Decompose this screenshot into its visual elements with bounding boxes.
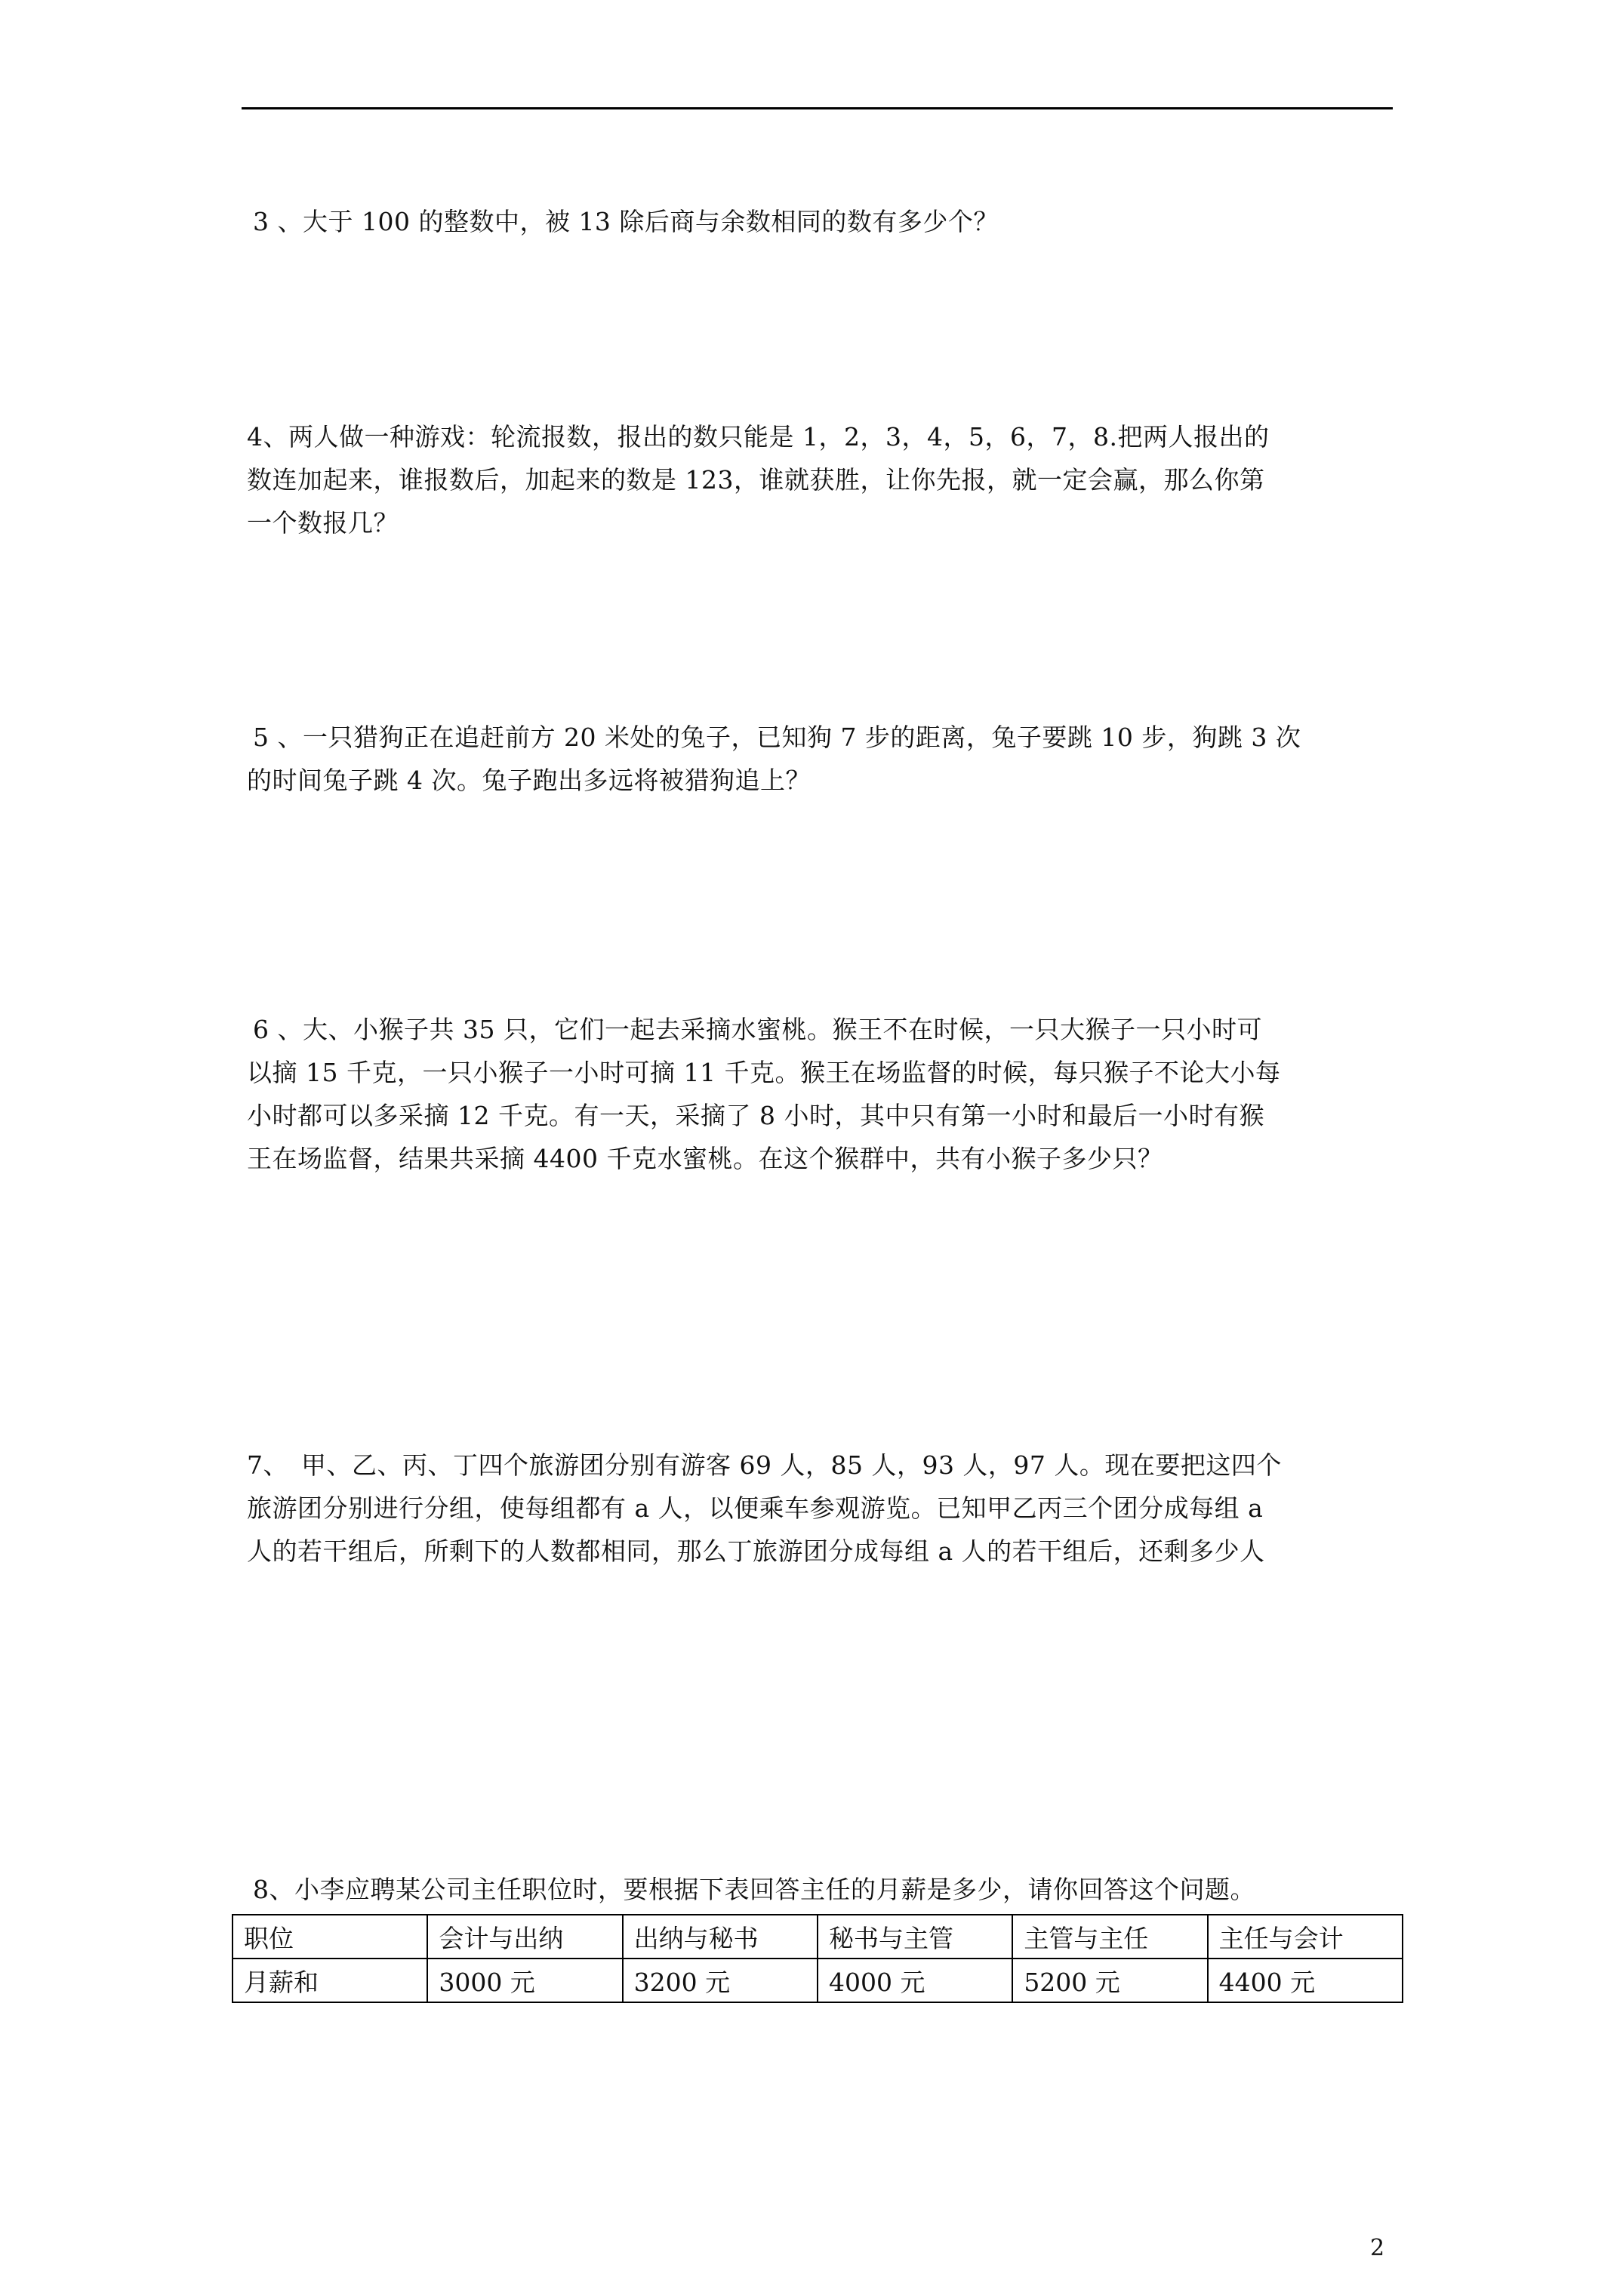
question-line: 7、 甲、乙、丙、丁四个旅游团分别有游客 69 人，85 人，93 人，97 人。现在要把这四个 <box>247 1450 1282 1480</box>
table-header-cell: 职位 <box>233 1915 427 1959</box>
table-cell: 5200 元 <box>1012 1959 1207 2002</box>
header-rule <box>242 107 1393 109</box>
question-4 <box>247 415 1394 544</box>
table-cell: 3200 元 <box>623 1959 818 2002</box>
question-line: 数连加起来，谁报数后，加起来的数是 123，谁就获胜，让你先报，就一定会赢，那么你第 <box>247 465 1265 495</box>
question-line: 的时间兔子跳 4 次。兔子跑出多远将被猎狗追上？ <box>247 766 811 795</box>
table-header-cell: 秘书与主管 <box>818 1915 1012 1959</box>
question-line: 旅游团分别进行分组，使每组都有 a 人，以便乘车参观游览。已知甲乙丙三个团分成每组 a <box>247 1493 1264 1523</box>
table-header-cell: 出纳与秘书 <box>623 1915 818 1959</box>
question-line: 王在场监督，结果共采摘 4400 千克水蜜桃。在这个猴群中，共有小猴子多少只？ <box>247 1144 1163 1173</box>
question-line: 3 、大于 100 的整数中，被 13 除后商与余数相同的数有多少个？ <box>253 207 999 236</box>
question-line: 8、小李应聘某公司主任职位时，要根据下表回答主任的月薪是多少，请你回答这个问题。 <box>253 1875 1255 1904</box>
question-line: 小时都可以多采摘 12 千克。有一天，采摘了 8 小时，其中只有第一小时和最后一小时有猴 <box>247 1101 1264 1130</box>
table-header-cell: 主任与会计 <box>1208 1915 1403 1959</box>
question-3 <box>247 200 1394 243</box>
question-line: 人的若干组后，所剩下的人数都相同，那么丁旅游团分成每组 a 人的若干组后，还剩多少人 <box>247 1536 1265 1566</box>
table-header-cell: 会计与出纳 <box>427 1915 622 1959</box>
question-line: 6 、大、小猴子共 35 只，它们一起去采摘水蜜桃。猴王不在时候，一只大猴子一只小时可 <box>253 1015 1262 1044</box>
question-line: 一个数报几？ <box>247 508 399 538</box>
question-6 <box>247 1008 1394 1180</box>
question-line: 5 、一只猎狗正在追赶前方 20 米处的兔子，已知狗 7 步的距离，兔子要跳 10 步，狗跳 3 次 <box>253 723 1301 752</box>
table-cell: 4000 元 <box>818 1959 1012 2002</box>
table-header-row <box>233 1915 1403 1959</box>
question-5 <box>247 716 1394 802</box>
table-cell: 3000 元 <box>427 1959 622 2002</box>
table-row <box>233 1959 1403 2002</box>
page-number: 2 <box>1370 2235 1385 2261</box>
question-line: 4、两人做一种游戏：轮流报数，报出的数只能是 1，2，3，4，5，6，7，8.把两人报出的 <box>247 422 1270 451</box>
table-header-cell: 主管与主任 <box>1012 1915 1207 1959</box>
question-7 <box>247 1444 1394 1573</box>
question-8 <box>247 1868 1394 1911</box>
table-cell: 4400 元 <box>1208 1959 1403 2002</box>
salary-table <box>232 1914 1403 2003</box>
question-line: 以摘 15 千克，一只小猴子一小时可摘 11 千克。猴王在场监督的时候，每只猴子不论大小每 <box>247 1058 1281 1087</box>
table-cell: 月薪和 <box>233 1959 427 2002</box>
